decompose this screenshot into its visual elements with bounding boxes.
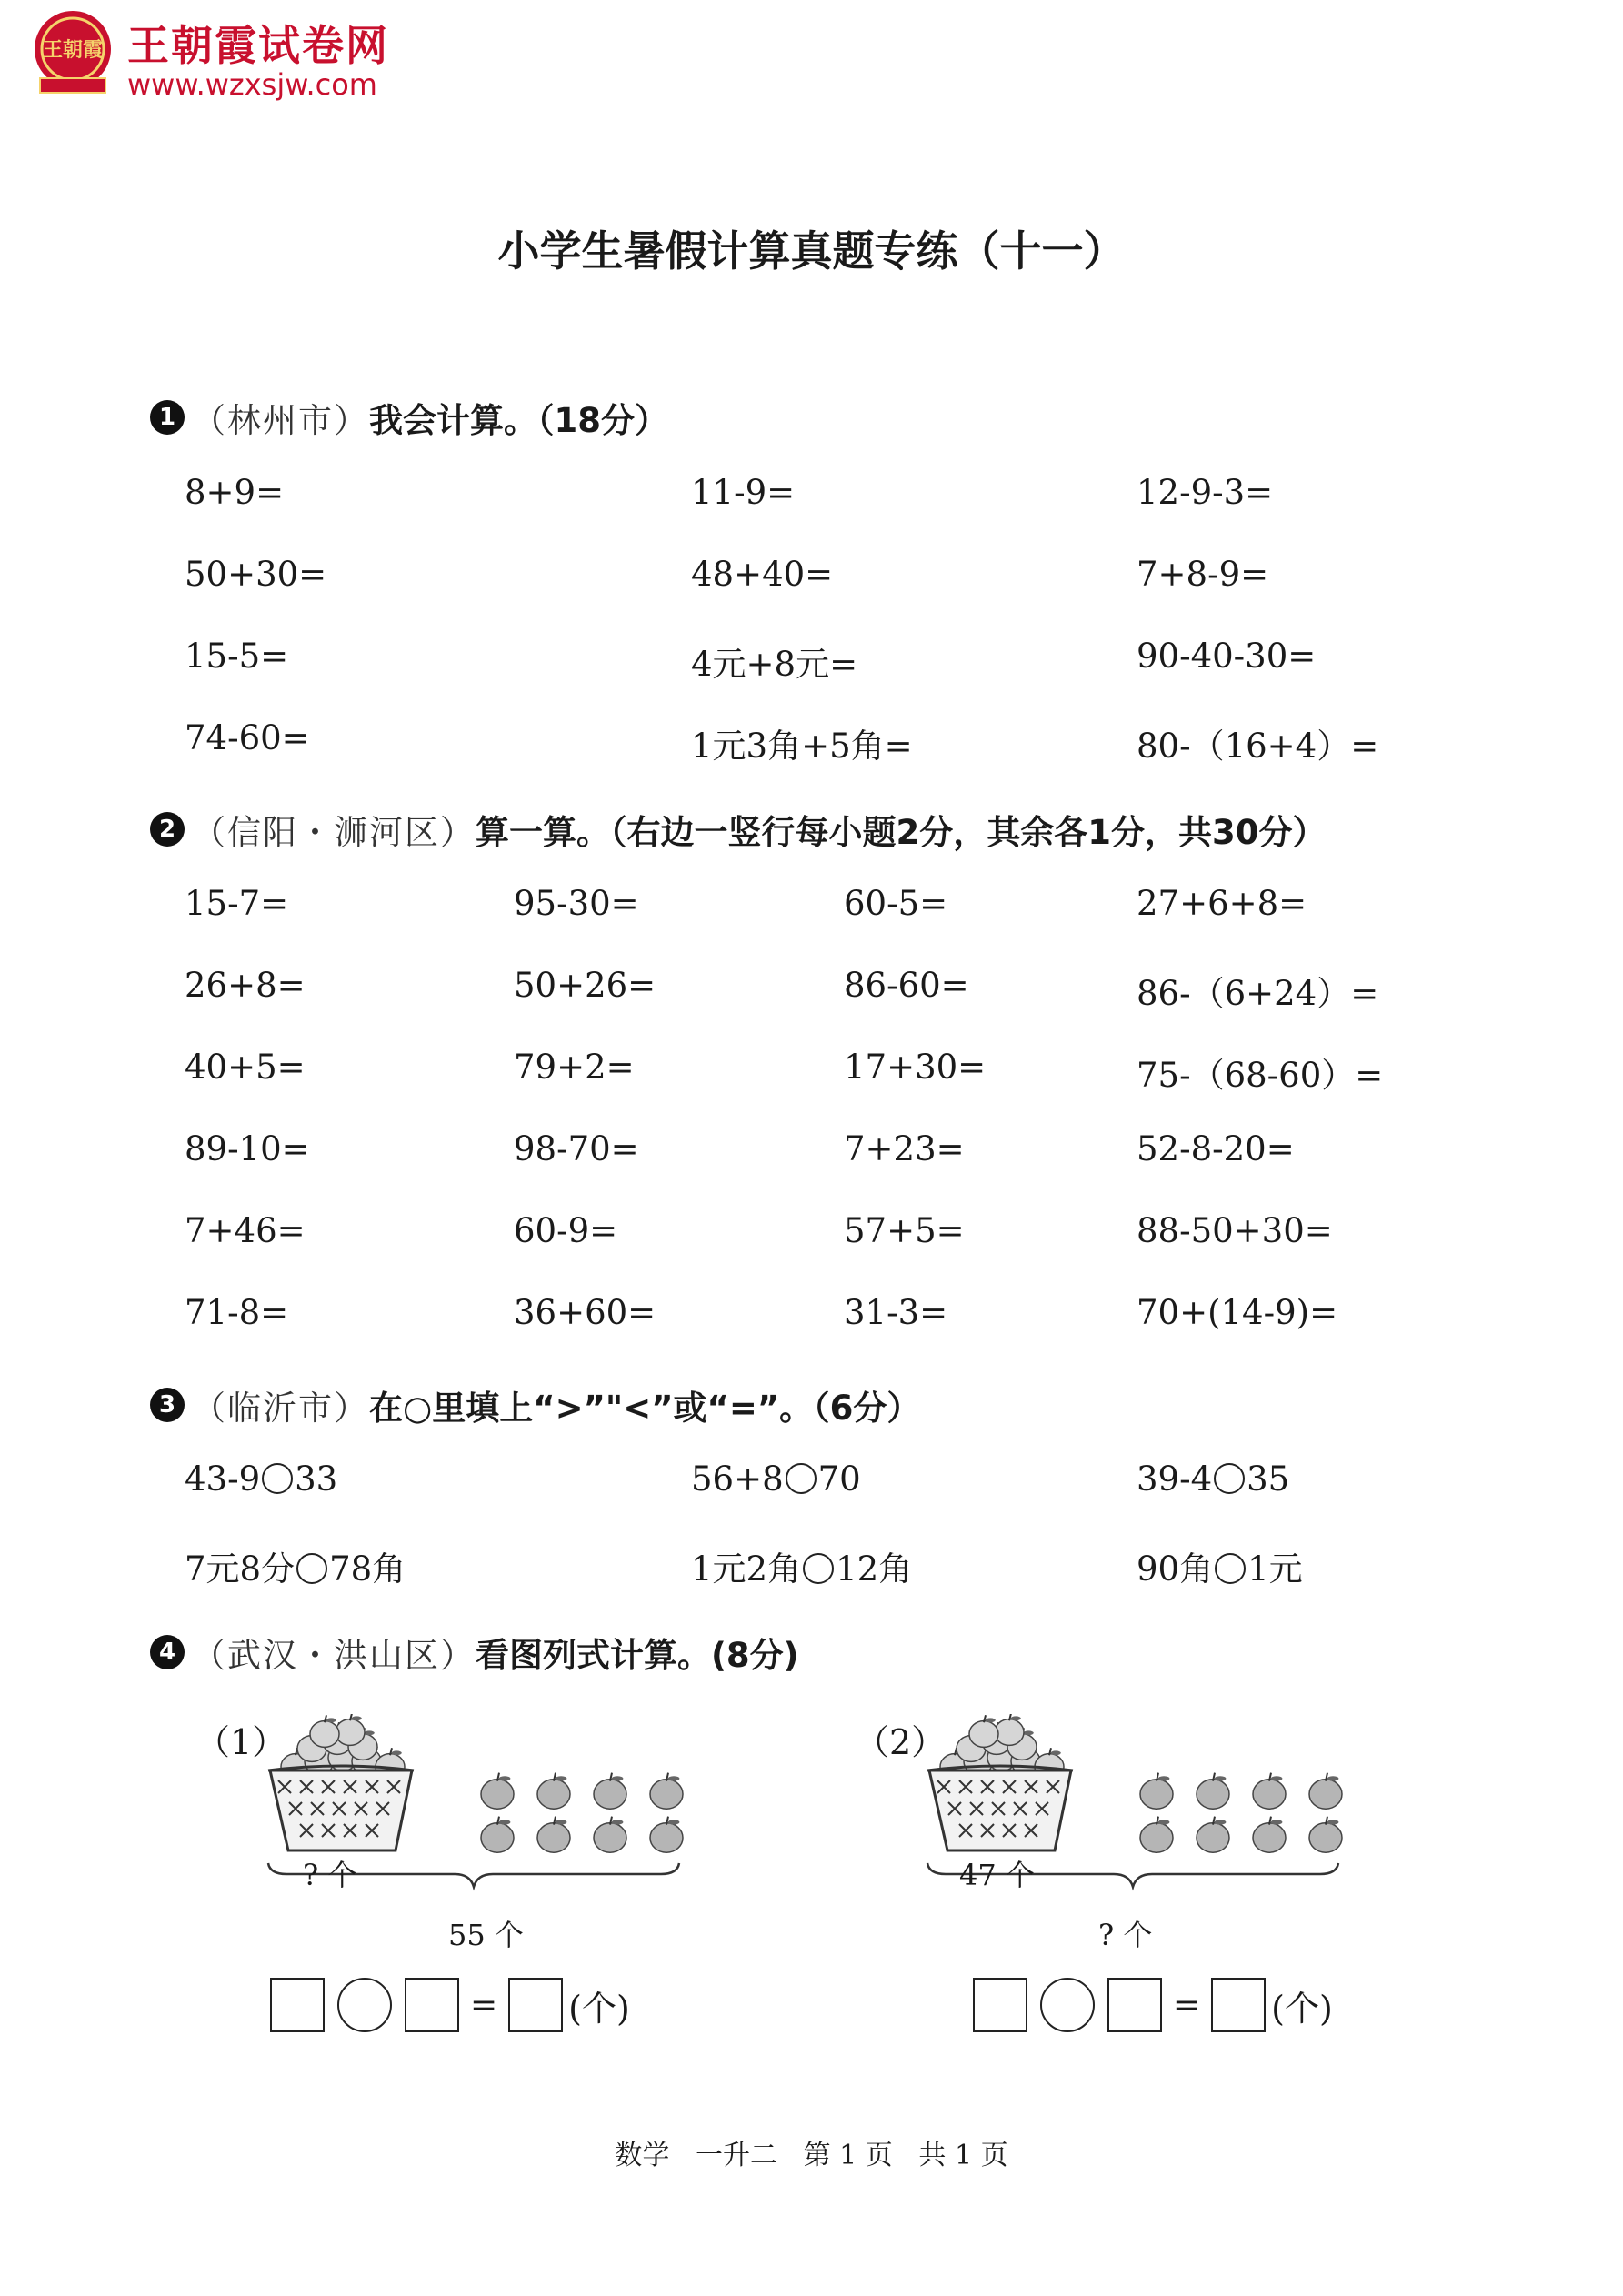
problem-item: 57+5= <box>844 1211 965 1250</box>
problem-item: 98-70= <box>514 1129 639 1168</box>
answer-equation <box>270 1978 630 2032</box>
answer-box[interactable] <box>1107 1978 1162 2032</box>
loose-apple-icon <box>1197 1773 1229 1810</box>
problem-item: 75-（68-60）= <box>1137 1056 1384 1095</box>
section-instruction: 在○里填上“>”"<”或“=”。（6分） <box>369 1389 921 1428</box>
problem-item: 71-8= <box>185 1293 289 1332</box>
svg-text:王朝霞: 王朝霞 <box>42 38 104 62</box>
problem-item: 48+40= <box>691 555 834 594</box>
loose-apple-icon <box>537 1817 570 1853</box>
problem-item: 95-30= <box>514 884 639 923</box>
problem-item: 50+30= <box>185 555 327 594</box>
problem-item: 8+9= <box>185 473 285 512</box>
compare-right: 78角 <box>329 1549 406 1589</box>
site-logo <box>27 7 409 107</box>
logo-name: 王朝霞试卷网 <box>127 21 389 70</box>
compare-circle[interactable] <box>786 1463 817 1494</box>
compare-left: 7元8分 <box>185 1549 296 1589</box>
problem-item <box>185 1459 337 1499</box>
seal-icon <box>27 7 118 98</box>
problem-item: 90-40-30= <box>1137 637 1317 676</box>
compare-right: 35 <box>1247 1459 1290 1499</box>
problem-item: 36+60= <box>514 1293 656 1332</box>
problem-item: 79+2= <box>514 1048 635 1087</box>
section-number-badge: 4 <box>150 1635 185 1669</box>
figure-1 <box>195 1714 705 2060</box>
problem-item: 4元+8元= <box>691 645 858 684</box>
basket-apple-icon <box>336 1714 365 1745</box>
problem-item: 50+26= <box>514 966 656 1005</box>
section-3-header <box>150 1380 920 1429</box>
loose-apple-icon <box>1140 1817 1173 1853</box>
problem-item: 52-8-20= <box>1137 1129 1295 1168</box>
section-instruction: 我会计算。（18分） <box>369 401 668 440</box>
loose-apple-icon <box>650 1773 683 1810</box>
total-count-label: 55 个 <box>448 1918 524 1952</box>
problem-item: 7+23= <box>844 1129 965 1168</box>
problem-item: 60-9= <box>514 1211 618 1250</box>
loose-apple-icon <box>1253 1817 1286 1853</box>
loose-apple-icon <box>537 1773 570 1810</box>
problem-item: 17+30= <box>844 1048 987 1087</box>
loose-apple-icon <box>594 1817 626 1853</box>
section-number-badge: 1 <box>150 400 185 435</box>
section-number-badge: 3 <box>150 1388 185 1422</box>
page-title: 小学生暑假计算真题专练（十一） <box>497 226 1126 276</box>
problem-item <box>691 1459 861 1499</box>
problem-item: 27+6+8= <box>1137 884 1307 923</box>
operator-circle[interactable] <box>337 1978 392 2032</box>
unit-label: (个) <box>1271 1988 1333 2029</box>
problem-item <box>185 1541 406 1590</box>
loose-apple-icon <box>650 1817 683 1853</box>
loose-apple-icon <box>481 1817 514 1853</box>
problem-item: 89-10= <box>185 1129 310 1168</box>
basket-apple-icon <box>310 1715 339 1747</box>
compare-circle[interactable] <box>803 1553 834 1584</box>
page-footer: 数学 一升二 第 1 页 共 1 页 <box>615 2140 1008 2171</box>
total-count-label: ? 个 <box>1098 1918 1153 1952</box>
section-1-header <box>150 393 668 442</box>
problem-item: 15-5= <box>185 637 289 676</box>
problem-item: 60-5= <box>844 884 948 923</box>
basket-count-label: ? 个 <box>303 1858 357 1892</box>
problem-item: 40+5= <box>185 1048 306 1087</box>
problem-item: 7+46= <box>185 1211 306 1250</box>
loose-apple-icon <box>1309 1817 1342 1853</box>
figure-label: （1） <box>195 1722 287 1762</box>
compare-circle[interactable] <box>262 1463 293 1494</box>
problem-item: 26+8= <box>185 966 306 1005</box>
compare-left: 39-4 <box>1137 1459 1213 1499</box>
compare-right: 70 <box>817 1459 861 1499</box>
loose-apple-icon <box>1140 1773 1173 1810</box>
problem-item <box>691 1541 912 1590</box>
basket-count-label: 47 个 <box>959 1858 1035 1892</box>
section-instruction: 看图列式计算。(8分) <box>476 1636 799 1675</box>
result-box[interactable] <box>1211 1978 1266 2032</box>
loose-apple-icon <box>1197 1817 1229 1853</box>
section-2-header <box>150 805 1326 854</box>
loose-apple-icon <box>594 1773 626 1810</box>
problem-item: 7+8-9= <box>1137 555 1269 594</box>
problem-item: 11-9= <box>691 473 796 512</box>
answer-equation <box>973 1978 1333 2032</box>
problem-item: 74-60= <box>185 718 310 757</box>
section-source: （临沂市） <box>192 1389 369 1428</box>
compare-left: 1元2角 <box>691 1549 802 1589</box>
compare-right: 12角 <box>836 1549 913 1589</box>
result-box[interactable] <box>508 1978 563 2032</box>
basket-apple-icon <box>969 1715 998 1747</box>
section-source: （信阳・浉河区） <box>192 813 476 852</box>
problem-item <box>1137 1459 1289 1499</box>
compare-circle[interactable] <box>296 1553 327 1584</box>
loose-apple-icon <box>481 1773 514 1810</box>
figure-2 <box>855 1714 1382 2060</box>
compare-left: 90角 <box>1137 1549 1214 1589</box>
answer-box[interactable] <box>405 1978 459 2032</box>
problem-item: 12-9-3= <box>1137 473 1274 512</box>
problem-item: 86-60= <box>844 966 969 1005</box>
problem-item: 88-50+30= <box>1137 1211 1333 1250</box>
section-source: （武汉・洪山区） <box>192 1636 476 1675</box>
compare-right: 33 <box>295 1459 338 1499</box>
problem-item: 86-（6+24）= <box>1137 974 1379 1013</box>
compare-right: 1元 <box>1247 1549 1303 1589</box>
section-instruction: 算一算。（右边一竖行每小题2分，其余各1分，共30分） <box>476 813 1327 852</box>
problem-item: 70+(14-9)= <box>1137 1293 1338 1332</box>
section-source: （林州市） <box>192 401 369 440</box>
problem-item: 1元3角+5角= <box>691 727 913 766</box>
problem-item: 15-7= <box>185 884 289 923</box>
section-4-header <box>150 1628 799 1677</box>
answer-box[interactable] <box>270 1978 325 2032</box>
problem-item: 80-（16+4）= <box>1137 727 1379 766</box>
problem-item <box>1137 1541 1303 1590</box>
loose-apple-icon <box>1309 1773 1342 1810</box>
unit-label: (个) <box>568 1988 630 2029</box>
compare-circle[interactable] <box>1215 1553 1246 1584</box>
loose-apple-icon <box>1253 1773 1286 1810</box>
equals-sign: = <box>470 1986 498 2024</box>
logo-url[interactable]: www.wzxsjw.com <box>127 67 377 102</box>
section-number-badge: 2 <box>150 812 185 847</box>
answer-box[interactable] <box>973 1978 1027 2032</box>
compare-circle[interactable] <box>1214 1463 1245 1494</box>
basket-apple-icon <box>995 1714 1024 1745</box>
operator-circle[interactable] <box>1040 1978 1095 2032</box>
problem-item: 31-3= <box>844 1293 948 1332</box>
equals-sign: = <box>1173 1986 1201 2024</box>
compare-left: 56+8 <box>691 1459 784 1499</box>
compare-left: 43-9 <box>185 1459 261 1499</box>
figure-label: （2） <box>855 1722 947 1762</box>
